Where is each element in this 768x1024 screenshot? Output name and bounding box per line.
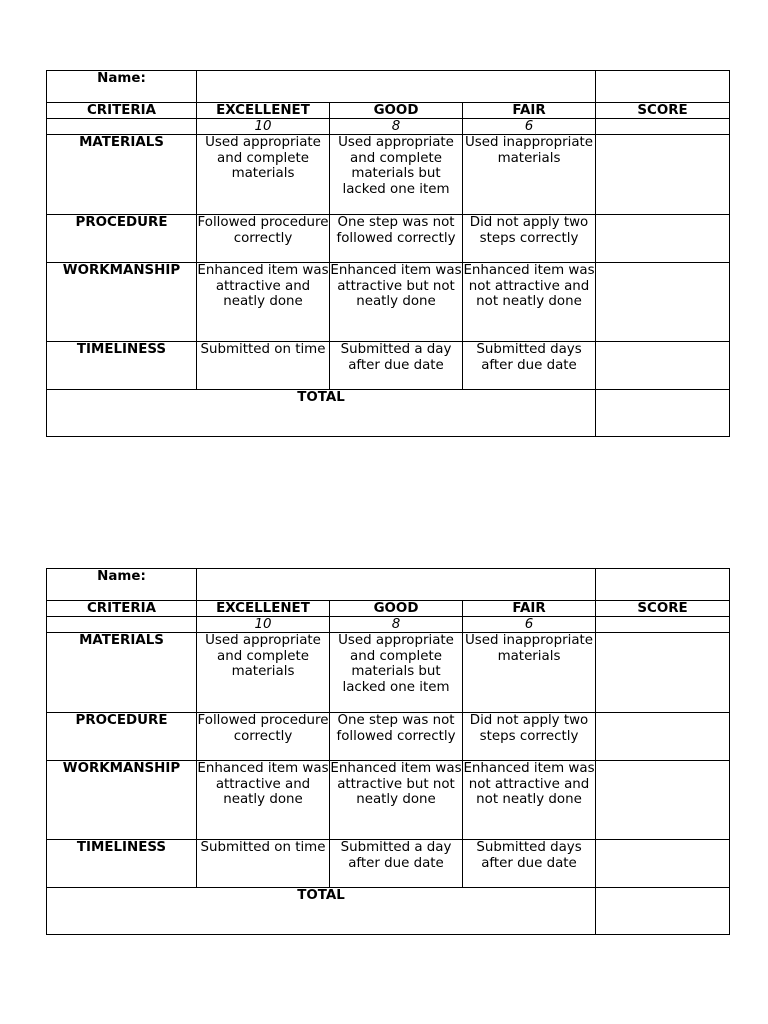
points-excellent: 10	[197, 617, 330, 633]
good-descriptor: Enhanced item was attractive but not neatly done	[330, 761, 463, 840]
header-excellent: EXCELLENET	[197, 601, 330, 617]
name-label: Name:	[47, 71, 197, 103]
score-cell[interactable]	[596, 135, 730, 215]
header-criteria: CRITERIA	[47, 601, 197, 617]
score-cell[interactable]	[596, 263, 730, 342]
excellent-descriptor: Enhanced item was attractive and neatly done	[197, 263, 330, 342]
good-descriptor: One step was not followed correctly	[330, 713, 463, 761]
criterion-row-procedure	[47, 713, 730, 761]
good-descriptor: Used appropriate and complete materials but lacked one item	[330, 633, 463, 713]
criterion-label: MATERIALS	[47, 633, 197, 713]
header-criteria: CRITERIA	[47, 103, 197, 119]
fair-descriptor: Enhanced item was not attractive and not neatly done	[463, 263, 596, 342]
good-descriptor: Used appropriate and complete materials but lacked one item	[330, 135, 463, 215]
points-blank-cell	[47, 119, 197, 135]
criterion-label: TIMELINESS	[47, 342, 197, 390]
total-label: TOTAL	[47, 888, 596, 935]
good-descriptor: Submitted a day after due date	[330, 840, 463, 888]
rubric-table	[46, 568, 730, 935]
criterion-row-workmanship	[47, 263, 730, 342]
header-score: SCORE	[596, 103, 730, 119]
points-good: 8	[330, 119, 463, 135]
excellent-descriptor: Enhanced item was attractive and neatly done	[197, 761, 330, 840]
fair-descriptor: Enhanced item was not attractive and not neatly done	[463, 761, 596, 840]
criterion-label: WORKMANSHIP	[47, 761, 197, 840]
excellent-descriptor: Used appropriate and complete materials	[197, 633, 330, 713]
name-extra-cell	[596, 569, 730, 601]
fair-descriptor: Did not apply two steps correctly	[463, 713, 596, 761]
score-cell[interactable]	[596, 215, 730, 263]
criterion-row-timeliness	[47, 342, 730, 390]
header-good: GOOD	[330, 103, 463, 119]
points-blank-cell	[47, 617, 197, 633]
fair-descriptor: Used inappropriate materials	[463, 633, 596, 713]
points-score-blank	[596, 119, 730, 135]
header-score: SCORE	[596, 601, 730, 617]
criterion-row-timeliness	[47, 840, 730, 888]
score-cell[interactable]	[596, 633, 730, 713]
criterion-label: MATERIALS	[47, 135, 197, 215]
total-score-cell[interactable]	[596, 390, 730, 437]
points-fair: 6	[463, 617, 596, 633]
excellent-descriptor: Submitted on time	[197, 342, 330, 390]
fair-descriptor: Used inappropriate materials	[463, 135, 596, 215]
criterion-label: WORKMANSHIP	[47, 263, 197, 342]
points-excellent: 10	[197, 119, 330, 135]
criterion-row-procedure	[47, 215, 730, 263]
criterion-row-workmanship	[47, 761, 730, 840]
score-cell[interactable]	[596, 713, 730, 761]
points-fair: 6	[463, 119, 596, 135]
criterion-label: TIMELINESS	[47, 840, 197, 888]
excellent-descriptor: Followed procedure correctly	[197, 713, 330, 761]
good-descriptor: One step was not followed correctly	[330, 215, 463, 263]
criterion-label: PROCEDURE	[47, 713, 197, 761]
points-score-blank	[596, 617, 730, 633]
good-descriptor: Enhanced item was attractive but not neatly done	[330, 263, 463, 342]
criterion-row-materials	[47, 633, 730, 713]
points-good: 8	[330, 617, 463, 633]
fair-descriptor: Submitted days after due date	[463, 342, 596, 390]
score-cell[interactable]	[596, 840, 730, 888]
score-cell[interactable]	[596, 342, 730, 390]
total-score-cell[interactable]	[596, 888, 730, 935]
excellent-descriptor: Followed procedure correctly	[197, 215, 330, 263]
name-label: Name:	[47, 569, 197, 601]
excellent-descriptor: Used appropriate and complete materials	[197, 135, 330, 215]
name-field[interactable]	[197, 569, 596, 601]
header-excellent: EXCELLENET	[197, 103, 330, 119]
header-good: GOOD	[330, 601, 463, 617]
criterion-row-materials	[47, 135, 730, 215]
fair-descriptor: Submitted days after due date	[463, 840, 596, 888]
fair-descriptor: Did not apply two steps correctly	[463, 215, 596, 263]
rubric-table	[46, 70, 730, 437]
excellent-descriptor: Submitted on time	[197, 840, 330, 888]
score-cell[interactable]	[596, 761, 730, 840]
name-extra-cell	[596, 71, 730, 103]
name-field[interactable]	[197, 71, 596, 103]
criterion-label: PROCEDURE	[47, 215, 197, 263]
total-label: TOTAL	[47, 390, 596, 437]
good-descriptor: Submitted a day after due date	[330, 342, 463, 390]
header-fair: FAIR	[463, 601, 596, 617]
header-fair: FAIR	[463, 103, 596, 119]
